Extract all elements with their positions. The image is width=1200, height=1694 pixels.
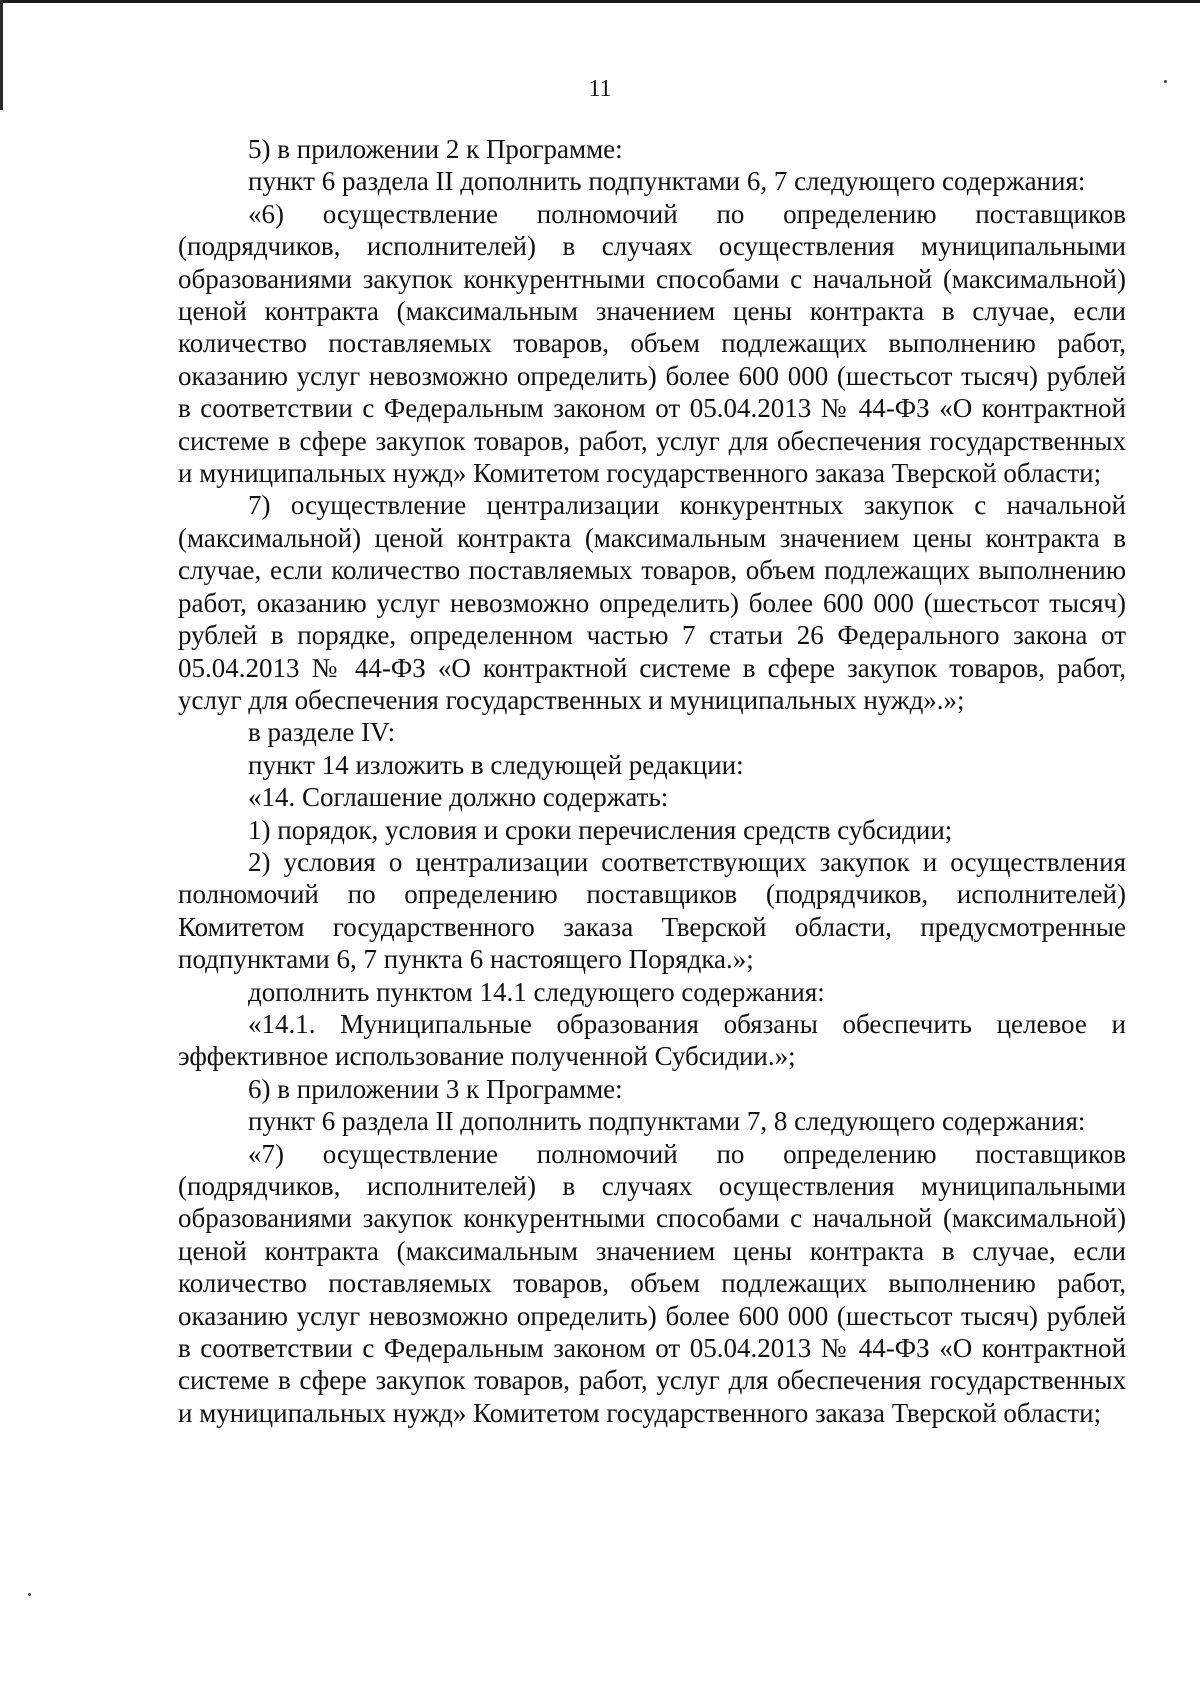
paragraph: «14.1. Муниципальные образования обязаны обеспечить целевое и эффективное использование полученной Субсидии.»; [178, 1008, 1126, 1072]
page-number: 11 [588, 76, 612, 102]
document-body [178, 133, 1126, 1429]
paragraph: 5) в приложении 2 к Программе: [248, 134, 623, 164]
paragraph: пункт 6 раздела II дополнить подпунктами 6, 7 следующего содержания: [248, 166, 1086, 197]
paragraph: в разделе IV: [248, 717, 396, 748]
scan-speck [28, 1593, 31, 1596]
paragraph: «7) осуществление полномочий по определению поставщиков (подрядчиков, исполнителей) в случаях осуществления муниципальными образованиями закупок конкурентными способами с начальной (максимальной) ценой контракта (максимальным значением цены контракта в случае, если количество поставляемых товаров, объем подлежащих выполнению работ, оказанию услуг невозможно определить) более 600 000 (шестьсот тысяч) рублей в соответствии с Федеральным законом от 05.04.2013 № 44-ФЗ «О контрактной системе в сфере закупок товаров, работ, услуг для обеспечения государственных и муниципальных нужд» Комитетом государственного заказа Тверской области; [178, 1138, 1126, 1428]
scan-edge-top [0, 0, 1200, 3]
paragraph: 6) в приложении 3 к Программе: [248, 1073, 623, 1104]
scan-speck [1164, 80, 1167, 83]
paragraph: 1) порядок, условия и сроки перечисления средств субсидии; [248, 814, 953, 845]
paragraph: дополнить пунктом 14.1 следующего содержания: [248, 976, 825, 1007]
paragraph: пункт 14 изложить в следующей редакции: [248, 749, 744, 780]
paragraph: «14. Соглашение должно содержать: [248, 782, 669, 813]
paragraph: 7) осуществление централизации конкурентных закупок с начальной (максимальной) ценой контракта (максимальным значением цены контракта в случае, если количество поставляемых товаров, объем подлежащих выполнению работ, оказанию услуг невозможно определить) более 600 000 (шестьсот тысяч) рублей в порядке, определенном частью 7 статьи 26 Федерального закона от 05.04.2013 № 44-ФЗ «О контрактной системе в сфере закупок товаров, работ, услуг для обеспечения государственных и муниципальных нужд».»; [178, 490, 1126, 715]
paragraph: 2) условия о централизации соответствующих закупок и осуществления полномочий по определению поставщиков (подрядчиков, исполнителей) Комитетом государственного заказа Тверской области, предусмотренные подпунктами 6, 7 пункта 6 настоящего Порядка.»; [178, 846, 1126, 975]
paragraph: пункт 6 раздела II дополнить подпунктами 7, 8 следующего содержания: [248, 1106, 1086, 1137]
paragraph: «6) осуществление полномочий по определению поставщиков (подрядчиков, исполнителей) в случаях осуществления муниципальными образованиями закупок конкурентными способами с начальной (максимальной) ценой контракта (максимальным значением цены контракта в случае, если количество поставляемых товаров, объем подлежащих выполнению работ, оказанию услуг невозможно определить) более 600 000 (шестьсот тысяч) рублей в соответствии с Федеральным законом от 05.04.2013 № 44-ФЗ «О контрактной системе в сфере закупок товаров, работ, услуг для обеспечения государственных и муниципальных нужд» Комитетом государственного заказа Тверской области; [178, 198, 1126, 489]
